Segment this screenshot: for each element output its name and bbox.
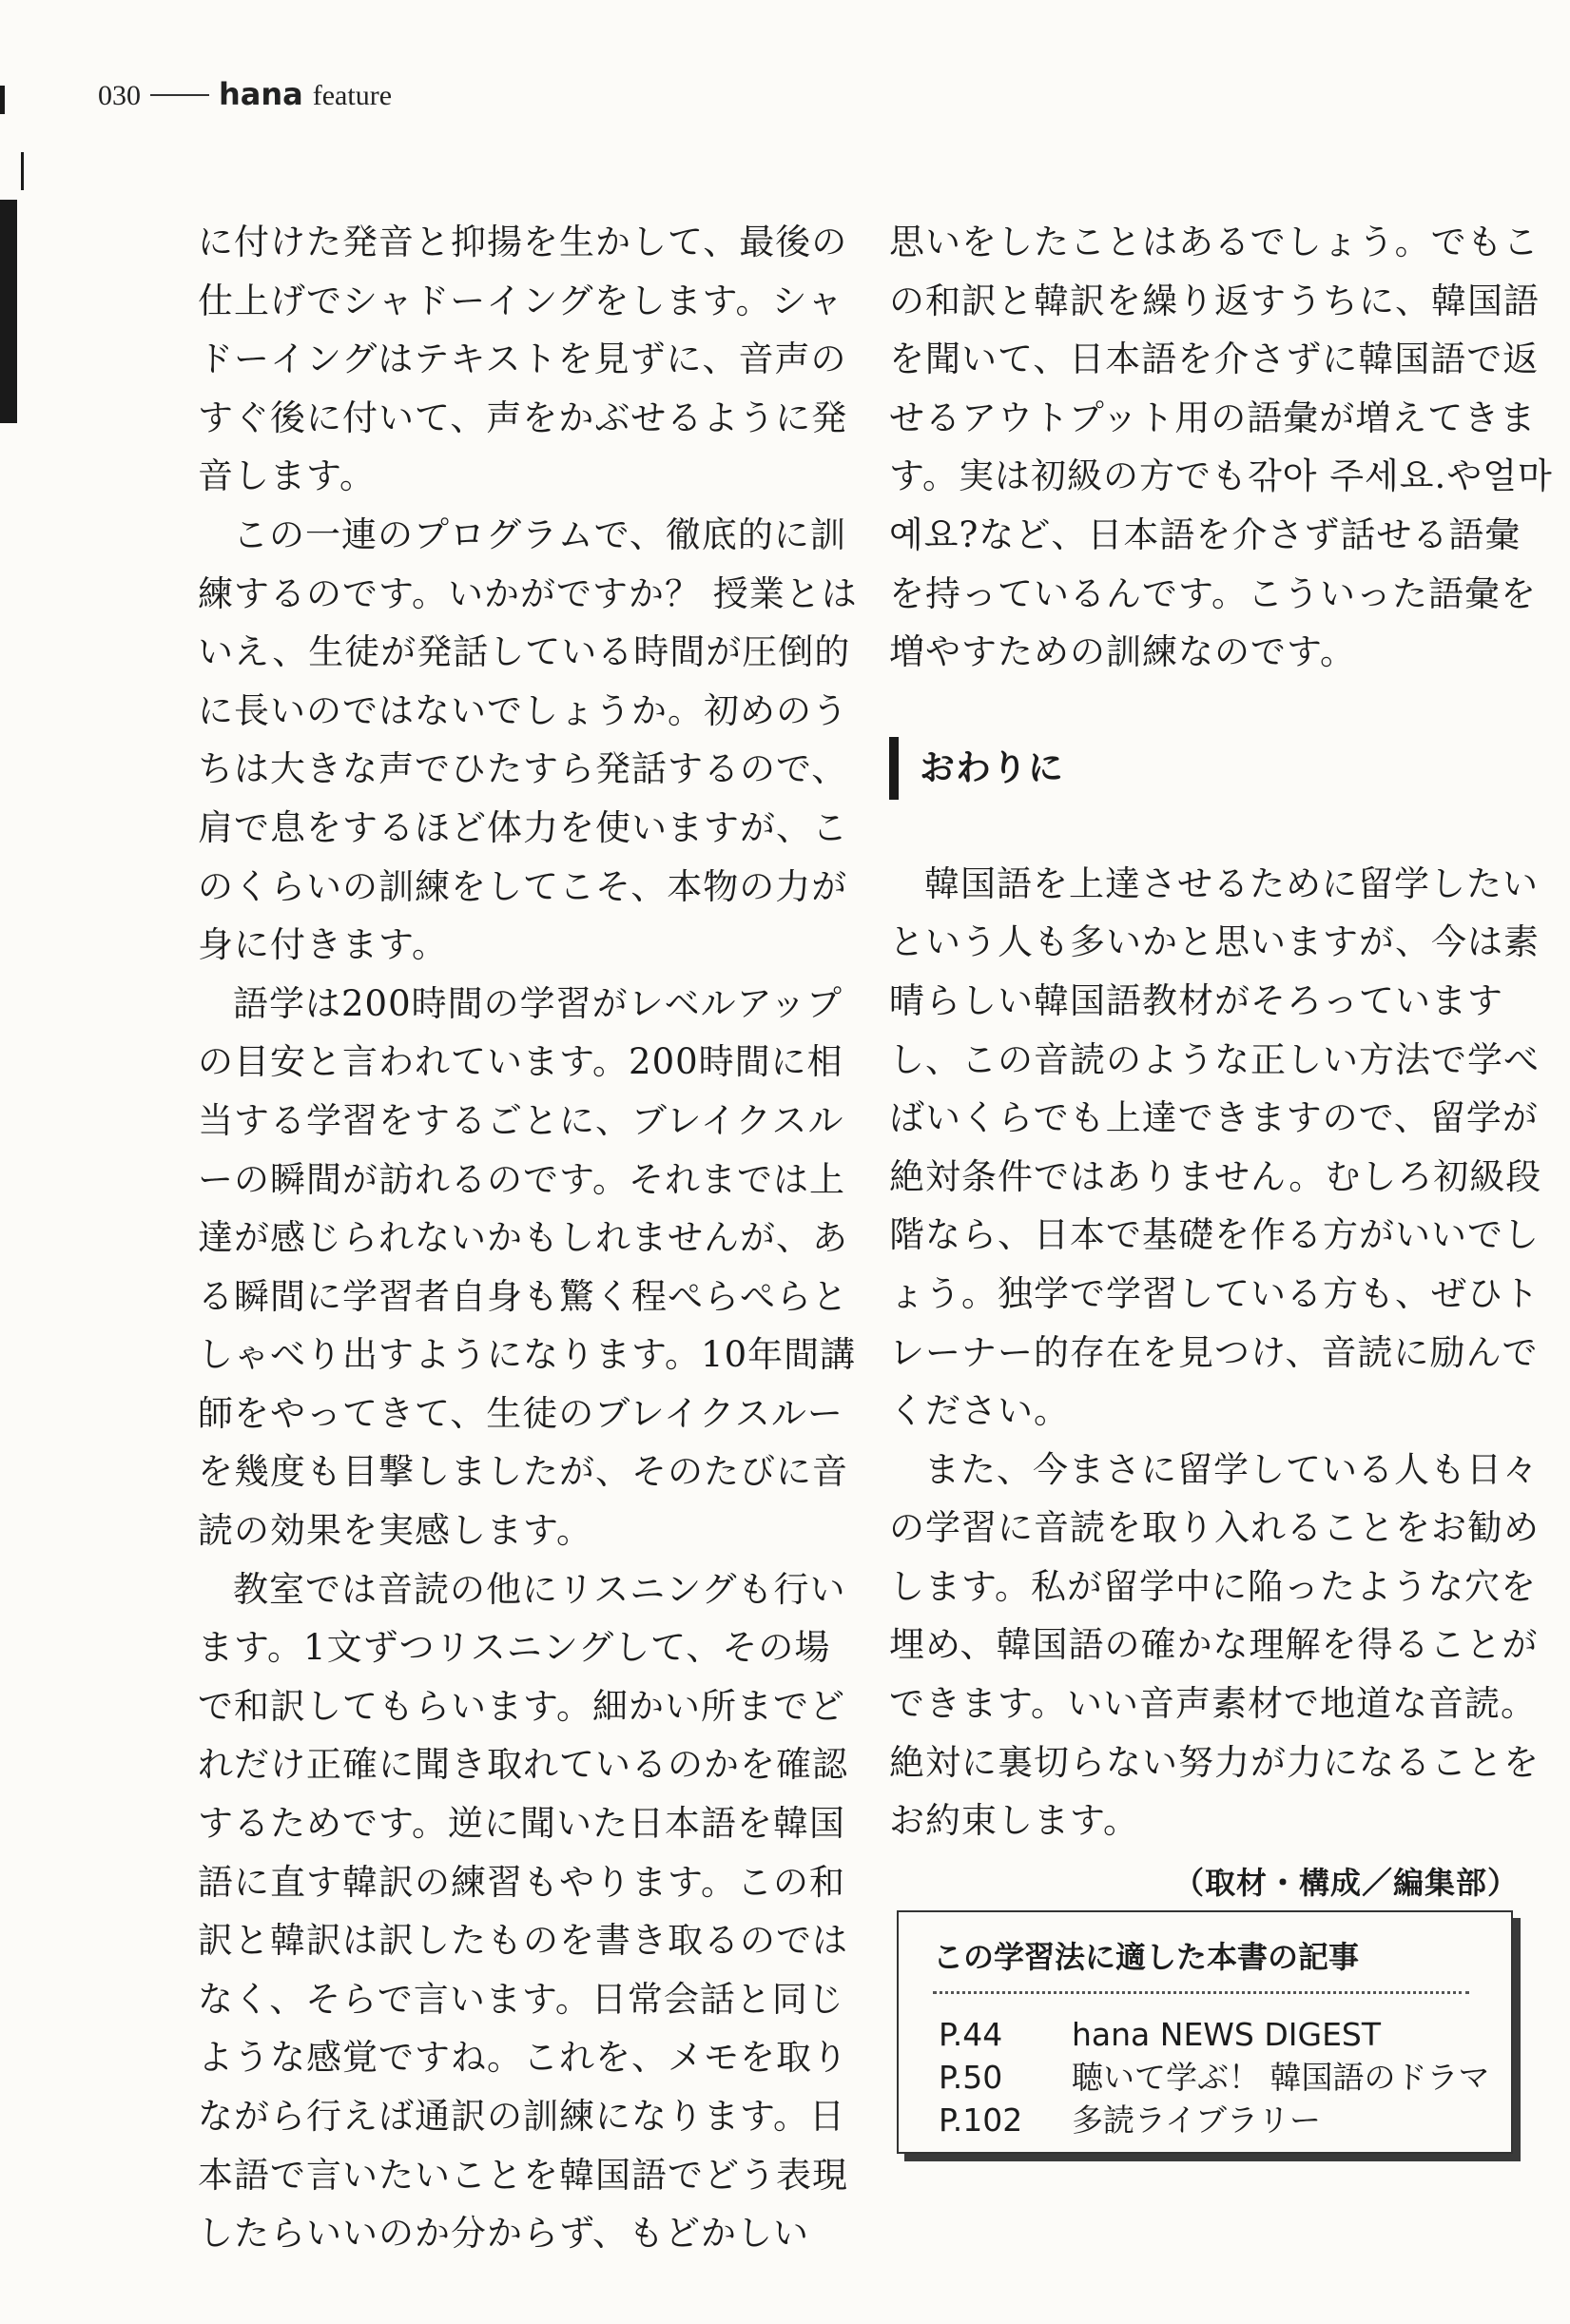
heading-text: おわりに (920, 746, 1064, 788)
heading-bar (889, 737, 899, 800)
left-column (198, 213, 863, 2263)
paragraph: 韓国語を上達させるために留学したいという人も多いかと思いますが、今は素晴らしい韓国語教材がそろっていますし、この音読のような正しい方法で学べばいくらでも上達できますので、留学が絶対条件ではありません。むしろ初級段階なら、日本で基礎を作る方がいいでしょう。独学で学習している方も、ぜひトレーナー的存在を見つけ、音読に励んでください。 (889, 862, 1542, 1432)
related-articles-list (939, 2013, 1490, 2141)
credit-line: （取材・構成／編集部） (1173, 1864, 1519, 1901)
item-title: 多読ライブラリー (1072, 2101, 1322, 2139)
list-item (939, 2056, 1490, 2099)
binding-mark-thin (21, 152, 24, 190)
box-title: この学習法に適した本書の記事 (933, 1939, 1360, 1975)
paragraph: 語学は200時間の学習がレベルアップの目安と言われています。200時間に相当する学習をするごとに、ブレイクスルーの瞬間が訪れるのです。それまでは上達が感じられないかもしれませんが、ある瞬間に学習者自身も驚く程ぺらぺらとしゃべり出すようになります。10年間講師をやってきて、生徒のブレイクスルーを幾度も目撃しましたが、そのたびに音読の効果を実感します。 (198, 982, 857, 1552)
page-number: 030 (98, 80, 141, 111)
paragraph: また、今まさに留学している人も日々の学習に音読を取り入れることをお勧めします。私が留学中に陥ったような穴を埋め、韓国語の確かな理解を得ることができます。いい音声素材で地道な音読。絶対に裏切らない努力が力になることをお約束します。 (889, 1448, 1540, 1842)
section-name: feature (312, 80, 393, 111)
section-heading (889, 737, 1555, 800)
right-column (889, 213, 1555, 1912)
paragraph: 教室では音読の他にリスニングも行います。1文ずつリスニングして、その場で和訳してもらいます。細かい所までどれだけ正確に聞き取れているのかを確認するためです。逆に聞いた日本語を韓国語に直す韓訳の練習もやります。この和訳と韓訳は訳したものを書き取るのではなく、そらで言います。日常会話と同じような感覚ですね。これを、メモを取りながら行えば通訳の訓練になります。日本語で言いたいことを韓国語でどう表現したらいいのか分からず、もどかしい (198, 1568, 848, 2255)
item-page: P.44 (939, 2016, 1003, 2053)
magazine-name: hana (219, 76, 303, 112)
list-item (939, 2013, 1490, 2056)
item-title: 聴いて学ぶ！ 韓国語のドラマ (1072, 2059, 1490, 2096)
running-header (98, 76, 392, 112)
paragraph: この一連のプログラムで、徹底的に訓練するのです。いかがですか？ 授業とはいえ、生徒が発話している時間が圧倒的に長いのではないでしょうか。初めのうちは大きな声でひたすら発話するので、肩で息をするほど体力を使いますが、このくらいの訓練をしてこそ、本物の力が身に付きます。 (198, 513, 858, 966)
paragraph: 思いをしたことはあるでしょう。でもこの和訳と韓訳を繰り返すうちに、韓国語を聞いて、日本語を介さずに韓国語で返せるアウトプット用の語彙が増えてきます。実は初級の方でも갂아 주세요.や얼마예요?など、日本語を介さず話せる語彙を持っているんです。こういった語彙を増やすための訓練なのです。 (889, 222, 1553, 673)
header-dash (150, 94, 209, 96)
paragraph: に付けた発音と抑揚を生かして、最後の仕上げでシャドーイングをします。シャドーイングはテキストを見ずに、音声のすぐ後に付いて、声をかぶせるように発音します。 (198, 222, 848, 497)
item-page: P.102 (939, 2101, 1023, 2139)
dotted-divider (933, 1991, 1469, 1994)
item-page: P.50 (939, 2059, 1003, 2096)
item-title: hana NEWS DIGEST (1072, 2016, 1382, 2053)
related-articles-box (897, 1910, 1513, 2154)
list-item (939, 2099, 1490, 2141)
binding-mark-top (0, 86, 5, 114)
binding-mark-bar (0, 200, 17, 423)
